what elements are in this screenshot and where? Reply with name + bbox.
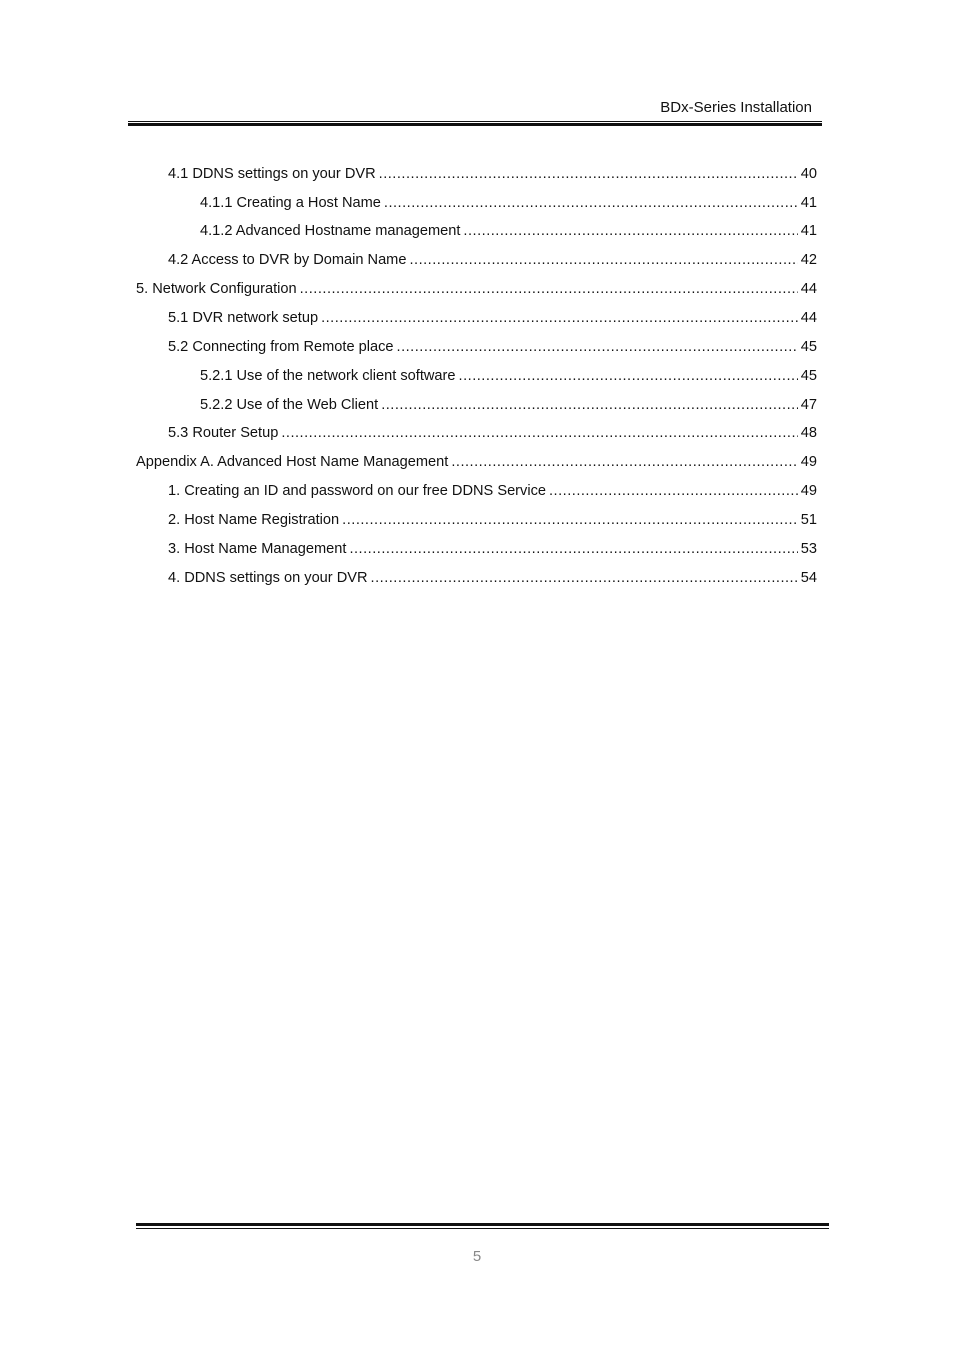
toc-entry-title: 4.2 Access to DVR by Domain Name <box>168 252 407 268</box>
toc-entry-title: 5.2 Connecting from Remote place <box>168 339 394 355</box>
toc-leader-dots <box>451 452 797 472</box>
toc-leader-dots <box>409 250 797 270</box>
toc-leader-dots <box>379 164 798 184</box>
toc-entry-page: 41 <box>800 195 817 211</box>
toc-leader-dots <box>349 539 797 559</box>
toc-entry[interactable] <box>168 333 817 357</box>
toc-leader-dots <box>300 279 798 299</box>
toc-leader-dots <box>463 221 797 241</box>
document-title: BDx-Series Installation <box>660 99 812 116</box>
toc-leader-dots <box>549 481 798 501</box>
toc-entry[interactable] <box>136 275 817 299</box>
toc-entry[interactable] <box>168 535 817 559</box>
toc-leader-dots <box>281 423 797 443</box>
toc-leader-dots <box>321 308 798 328</box>
toc-leader-dots <box>384 193 798 213</box>
toc-entry-page: 44 <box>800 281 817 297</box>
footer-rule-thick <box>136 1223 829 1226</box>
toc-entry-title: 1. Creating an ID and password on our free DDNS Service <box>168 483 546 499</box>
toc-entry-page: 42 <box>800 252 817 268</box>
toc-entry-title: 5.2.2 Use of the Web Client <box>200 397 379 413</box>
toc-entry[interactable] <box>168 304 817 328</box>
toc-entry-page: 47 <box>800 397 817 413</box>
toc-entry-title: 5.2.1 Use of the network client software <box>200 368 456 384</box>
toc-entry-title: 4.1 DDNS settings on your DVR <box>168 166 376 182</box>
toc-entry-page: 45 <box>800 339 817 355</box>
toc-entry[interactable] <box>168 419 817 443</box>
toc-entry-title: 3. Host Name Management <box>168 541 347 557</box>
toc-entry[interactable] <box>168 506 817 530</box>
toc-entry[interactable] <box>136 448 817 472</box>
toc-leader-dots <box>371 568 798 588</box>
toc-entry[interactable] <box>200 362 817 386</box>
page-number: 5 <box>472 1248 482 1265</box>
toc-entry-title: 4. DDNS settings on your DVR <box>168 570 368 586</box>
toc-entry-page: 40 <box>800 166 817 182</box>
toc-leader-dots <box>342 510 798 530</box>
toc-entry-page: 54 <box>800 570 817 586</box>
toc-entry-page: 44 <box>800 310 817 326</box>
toc-entry-page: 45 <box>800 368 817 384</box>
toc-entry-title: 5.1 DVR network setup <box>168 310 319 326</box>
toc-entry-title: 2. Host Name Registration <box>168 512 340 528</box>
toc-entry-title: 5.3 Router Setup <box>168 425 279 441</box>
toc-entry-title: 4.1.2 Advanced Hostname management <box>200 223 461 239</box>
footer-rule-thin <box>136 1228 829 1229</box>
toc-entry-page: 41 <box>800 223 817 239</box>
toc-leader-dots <box>397 337 798 357</box>
header-rule-thin <box>128 121 822 122</box>
toc-entry[interactable] <box>200 189 817 213</box>
toc-leader-dots <box>381 395 798 415</box>
toc-leader-dots <box>459 366 798 386</box>
toc-entry-title: 4.1.1 Creating a Host Name <box>200 195 381 211</box>
toc-entry-page: 48 <box>800 425 817 441</box>
toc-entry[interactable] <box>168 564 817 588</box>
toc-entry[interactable] <box>168 477 817 501</box>
toc-entry[interactable] <box>200 217 817 241</box>
toc-entry[interactable] <box>168 246 817 270</box>
toc-entry-page: 49 <box>800 454 817 470</box>
toc-entry-page: 53 <box>800 541 817 557</box>
toc-entry[interactable] <box>168 160 817 184</box>
header-rule-thick <box>128 123 822 126</box>
toc-entry-title: 5. Network Configuration <box>136 281 297 297</box>
toc-entry-page: 51 <box>800 512 817 528</box>
toc-entry[interactable] <box>200 391 817 415</box>
toc-entry-page: 49 <box>800 483 817 499</box>
toc-entry-title: Appendix A. Advanced Host Name Management <box>136 454 449 470</box>
